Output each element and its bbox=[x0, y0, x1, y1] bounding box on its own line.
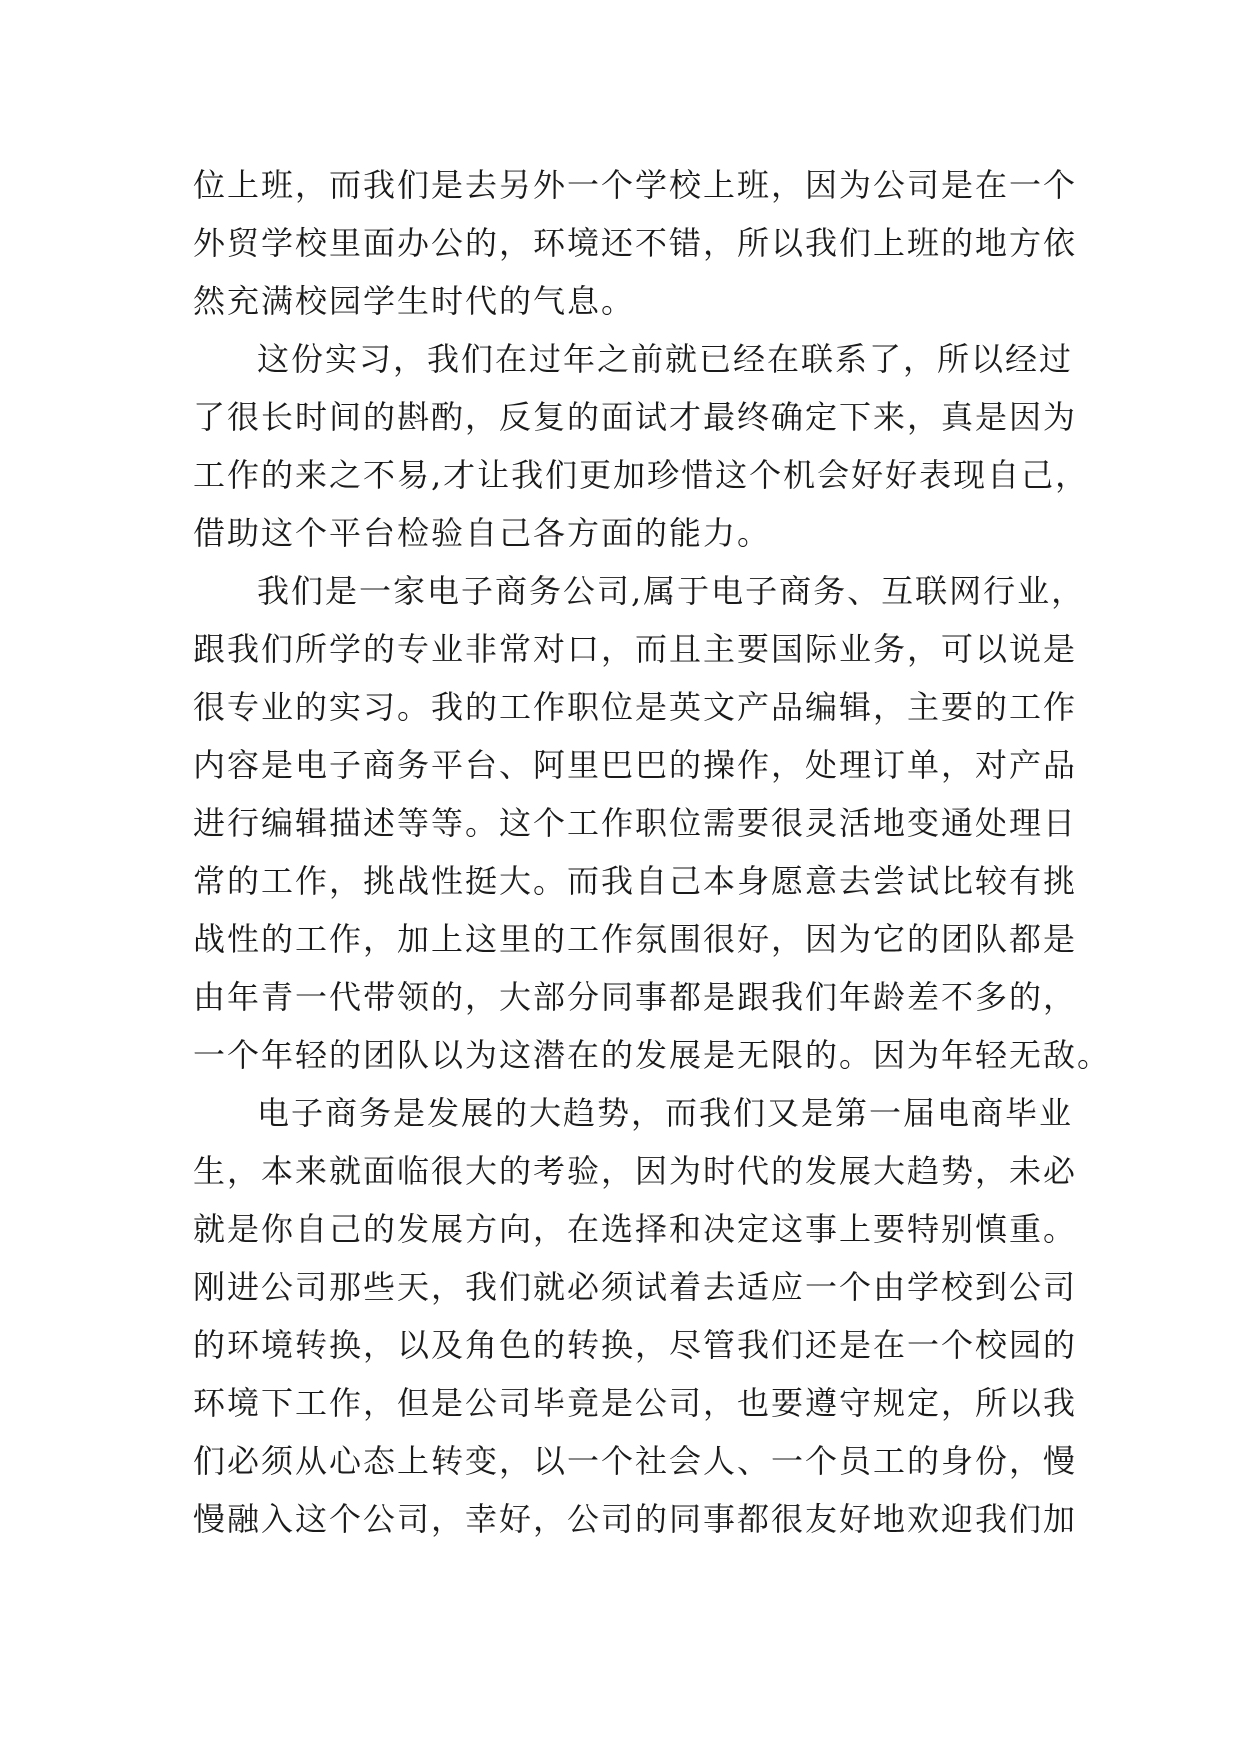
text-line: 由年青一代带领的，大部分同事都是跟我们年龄差不多的， bbox=[193, 978, 1078, 1016]
text-line: 们必须从心态上转变，以一个社会人、一个员工的身份，慢 bbox=[193, 1442, 1078, 1480]
text-line: 内容是电子商务平台、阿里巴巴的操作，处理订单，对产品 bbox=[193, 746, 1078, 784]
text-line: 我们是一家电子商务公司,属于电子商务、互联网行业， bbox=[257, 572, 1086, 610]
paragraph-2 bbox=[193, 330, 1090, 562]
text-line: 借助这个平台检验自己各方面的能力。 bbox=[193, 514, 772, 552]
paragraph-1 bbox=[193, 156, 1078, 330]
paragraph-4 bbox=[193, 1084, 1078, 1548]
text-line: 这份实习，我们在过年之前就已经在联系了，所以经过 bbox=[257, 340, 1074, 378]
text-line: 的环境转换，以及角色的转换，尽管我们还是在一个校园的 bbox=[193, 1326, 1078, 1364]
text-line: 然充满校园学生时代的气息。 bbox=[193, 282, 636, 320]
text-line: 电子商务是发展的大趋势，而我们又是第一届电商毕业 bbox=[257, 1094, 1074, 1132]
text-line: 环境下工作，但是公司毕竟是公司，也要遵守规定，所以我 bbox=[193, 1384, 1078, 1422]
text-line: 进行编辑描述等等。这个工作职位需要很灵活地变通处理日 bbox=[193, 804, 1078, 842]
text-line: 位上班，而我们是去另外一个学校上班，因为公司是在一个 bbox=[193, 166, 1078, 204]
text-line: 慢融入这个公司，幸好，公司的同事都很友好地欢迎我们加 bbox=[193, 1500, 1078, 1538]
text-line: 了很长时间的斟酌，反复的面试才最终确定下来，真是因为 bbox=[193, 398, 1078, 436]
text-line: 外贸学校里面办公的，环境还不错，所以我们上班的地方依 bbox=[193, 224, 1078, 262]
text-line: 工作的来之不易,才让我们更加珍惜这个机会好好表现自己， bbox=[193, 456, 1090, 494]
text-line: 很专业的实习。我的工作职位是英文产品编辑，主要的工作 bbox=[193, 688, 1078, 726]
text-line: 生，本来就面临很大的考验，因为时代的发展大趋势，未必 bbox=[193, 1152, 1078, 1190]
text-line: 就是你自己的发展方向，在选择和决定这事上要特别慎重。 bbox=[193, 1210, 1078, 1248]
text-line: 战性的工作，加上这里的工作氛围很好，因为它的团队都是 bbox=[193, 920, 1078, 958]
paragraph-3 bbox=[193, 562, 1112, 1084]
text-line: 刚进公司那些天，我们就必须试着去适应一个由学校到公司 bbox=[193, 1268, 1078, 1306]
document-body bbox=[193, 156, 1112, 1548]
text-line: 跟我们所学的专业非常对口，而且主要国际业务，可以说是 bbox=[193, 630, 1078, 668]
text-line: 一个年轻的团队以为这潜在的发展是无限的。因为年轻无敌。 bbox=[193, 1036, 1112, 1074]
text-line: 常的工作，挑战性挺大。而我自己本身愿意去尝试比较有挑 bbox=[193, 862, 1078, 900]
